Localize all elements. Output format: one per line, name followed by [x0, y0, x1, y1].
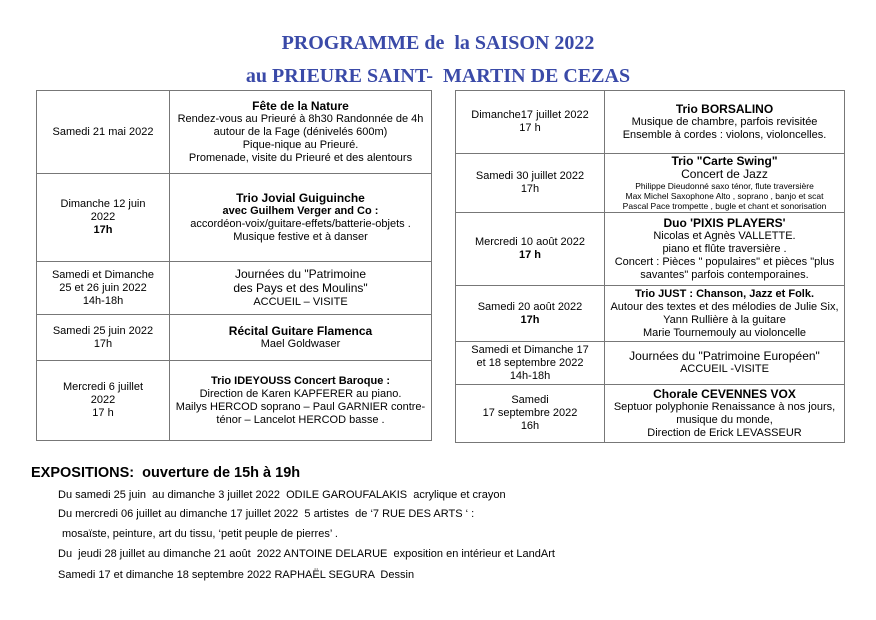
table-row [456, 213, 845, 286]
page-title-line-2: au PRIEURE SAINT- MARTIN DE CEZAS [245, 65, 631, 87]
left-program-table [36, 90, 432, 441]
table-row [37, 315, 432, 361]
event-date: Samedi 25 juin 2022 17h [37, 315, 170, 361]
exposition-item: Du samedi 25 juin au dimanche 3 juillet 2022 ODILE GAROUFALAKIS acrylique et crayon [58, 489, 506, 501]
exposition-item: Samedi 17 et dimanche 18 septembre 2022 RAPHAËL SEGURA Dessin [58, 569, 415, 581]
exposition-item: Du mercredi 06 juillet au dimanche 17 juillet 2022 5 artistes de ‘7 RUE DES ARTS ‘ : [58, 508, 475, 520]
event-details: Chorale CEVENNES VOX Septuor polyphonie Renaissance à nos jours, musique du monde, Direction de Erick LEVASSEUR [605, 385, 845, 443]
table-row [456, 154, 845, 213]
event-details: Journées du "Patrimoine des Pays et des Moulins" ACCUEIL – VISITE [170, 262, 432, 315]
event-date: Samedi et Dimanche 17 et 18 septembre 2022 14h-18h [456, 342, 605, 385]
table-row [37, 361, 432, 441]
event-date: Samedi et Dimanche 25 et 26 juin 2022 14h-18h [37, 262, 170, 315]
table-row [37, 91, 432, 174]
exposition-item: mosaïste, peinture, art du tissu, ‘petit peuple de pierres’ . [62, 528, 338, 540]
event-date: Samedi 20 août 2022 17h [456, 286, 605, 342]
table-row [456, 286, 845, 342]
event-details: Trio IDEYOUSS Concert Baroque : Direction de Karen KAPFERER au piano. Mailys HERCOD soprano – Paul GARNIER contre-ténor – Lancelot HERCOD basse . [170, 361, 432, 441]
event-details: Journées du "Patrimoine Européen" ACCUEIL -VISITE [605, 342, 845, 385]
event-details: Récital Guitare Flamenca Mael Goldwaser [170, 315, 432, 361]
event-details: Duo 'PIXIS PLAYERS' Nicolas et Agnès VALLETTE. piano et flûte traversière . Concert : Pièces " populaires" et pièces "plus savantes" parfois contemporaines. [605, 213, 845, 286]
table-row [37, 174, 432, 262]
event-date: Mercredi 10 août 2022 17 h [456, 213, 605, 286]
event-details: Trio Jovial Guiguinche avec Guilhem Verger and Co : accordéon-voix/guitare-effets/batterie-objets . Musique festive et à danser [170, 174, 432, 262]
table-row [37, 262, 432, 315]
right-program-table [455, 90, 845, 443]
table-row [456, 385, 845, 443]
event-details: Trio JUST : Chanson, Jazz et Folk. Autour des textes et des mélodies de Julie Six, Yann Rullière à la guitare Marie Tournemouly au violoncelle [605, 286, 845, 342]
event-details: Trio BORSALINO Musique de chambre, parfois revisitée Ensemble à cordes : violons, violoncelles. [605, 91, 845, 154]
event-date: Samedi 30 juillet 2022 17h [456, 154, 605, 213]
page-title-line-1: PROGRAMME de la SAISON 2022 [281, 32, 595, 54]
event-date: Samedi 17 septembre 2022 16h [456, 385, 605, 443]
event-date: Dimanche17 juillet 2022 17 h [456, 91, 605, 154]
event-date: Samedi 21 mai 2022 [37, 91, 170, 174]
table-row [456, 342, 845, 385]
table-row [456, 91, 845, 154]
event-date: Mercredi 6 juillet 2022 17 h [37, 361, 170, 441]
expositions-heading: EXPOSITIONS: ouverture de 15h à 19h [31, 465, 301, 481]
event-details: Fête de la Nature Rendez-vous au Prieuré à 8h30 Randonnée de 4h autour de la Fage (dénivelés 600m) Pique-nique au Prieuré. Promenade, visite du Prieuré et des alentours [170, 91, 432, 174]
event-details: Trio "Carte Swing" Concert de Jazz Philippe Dieudonné saxo ténor, flute traversière Max Michel Saxophone Alto , soprano , banjo et scat Pascal Pace trompette , bugle et chant et sonorisation [605, 154, 845, 213]
event-date: Dimanche 12 juin 2022 17h [37, 174, 170, 262]
exposition-item: Du jeudi 28 juillet au dimanche 21 août 2022 ANTOINE DELARUE exposition en intérieur et LandArt [58, 548, 555, 560]
